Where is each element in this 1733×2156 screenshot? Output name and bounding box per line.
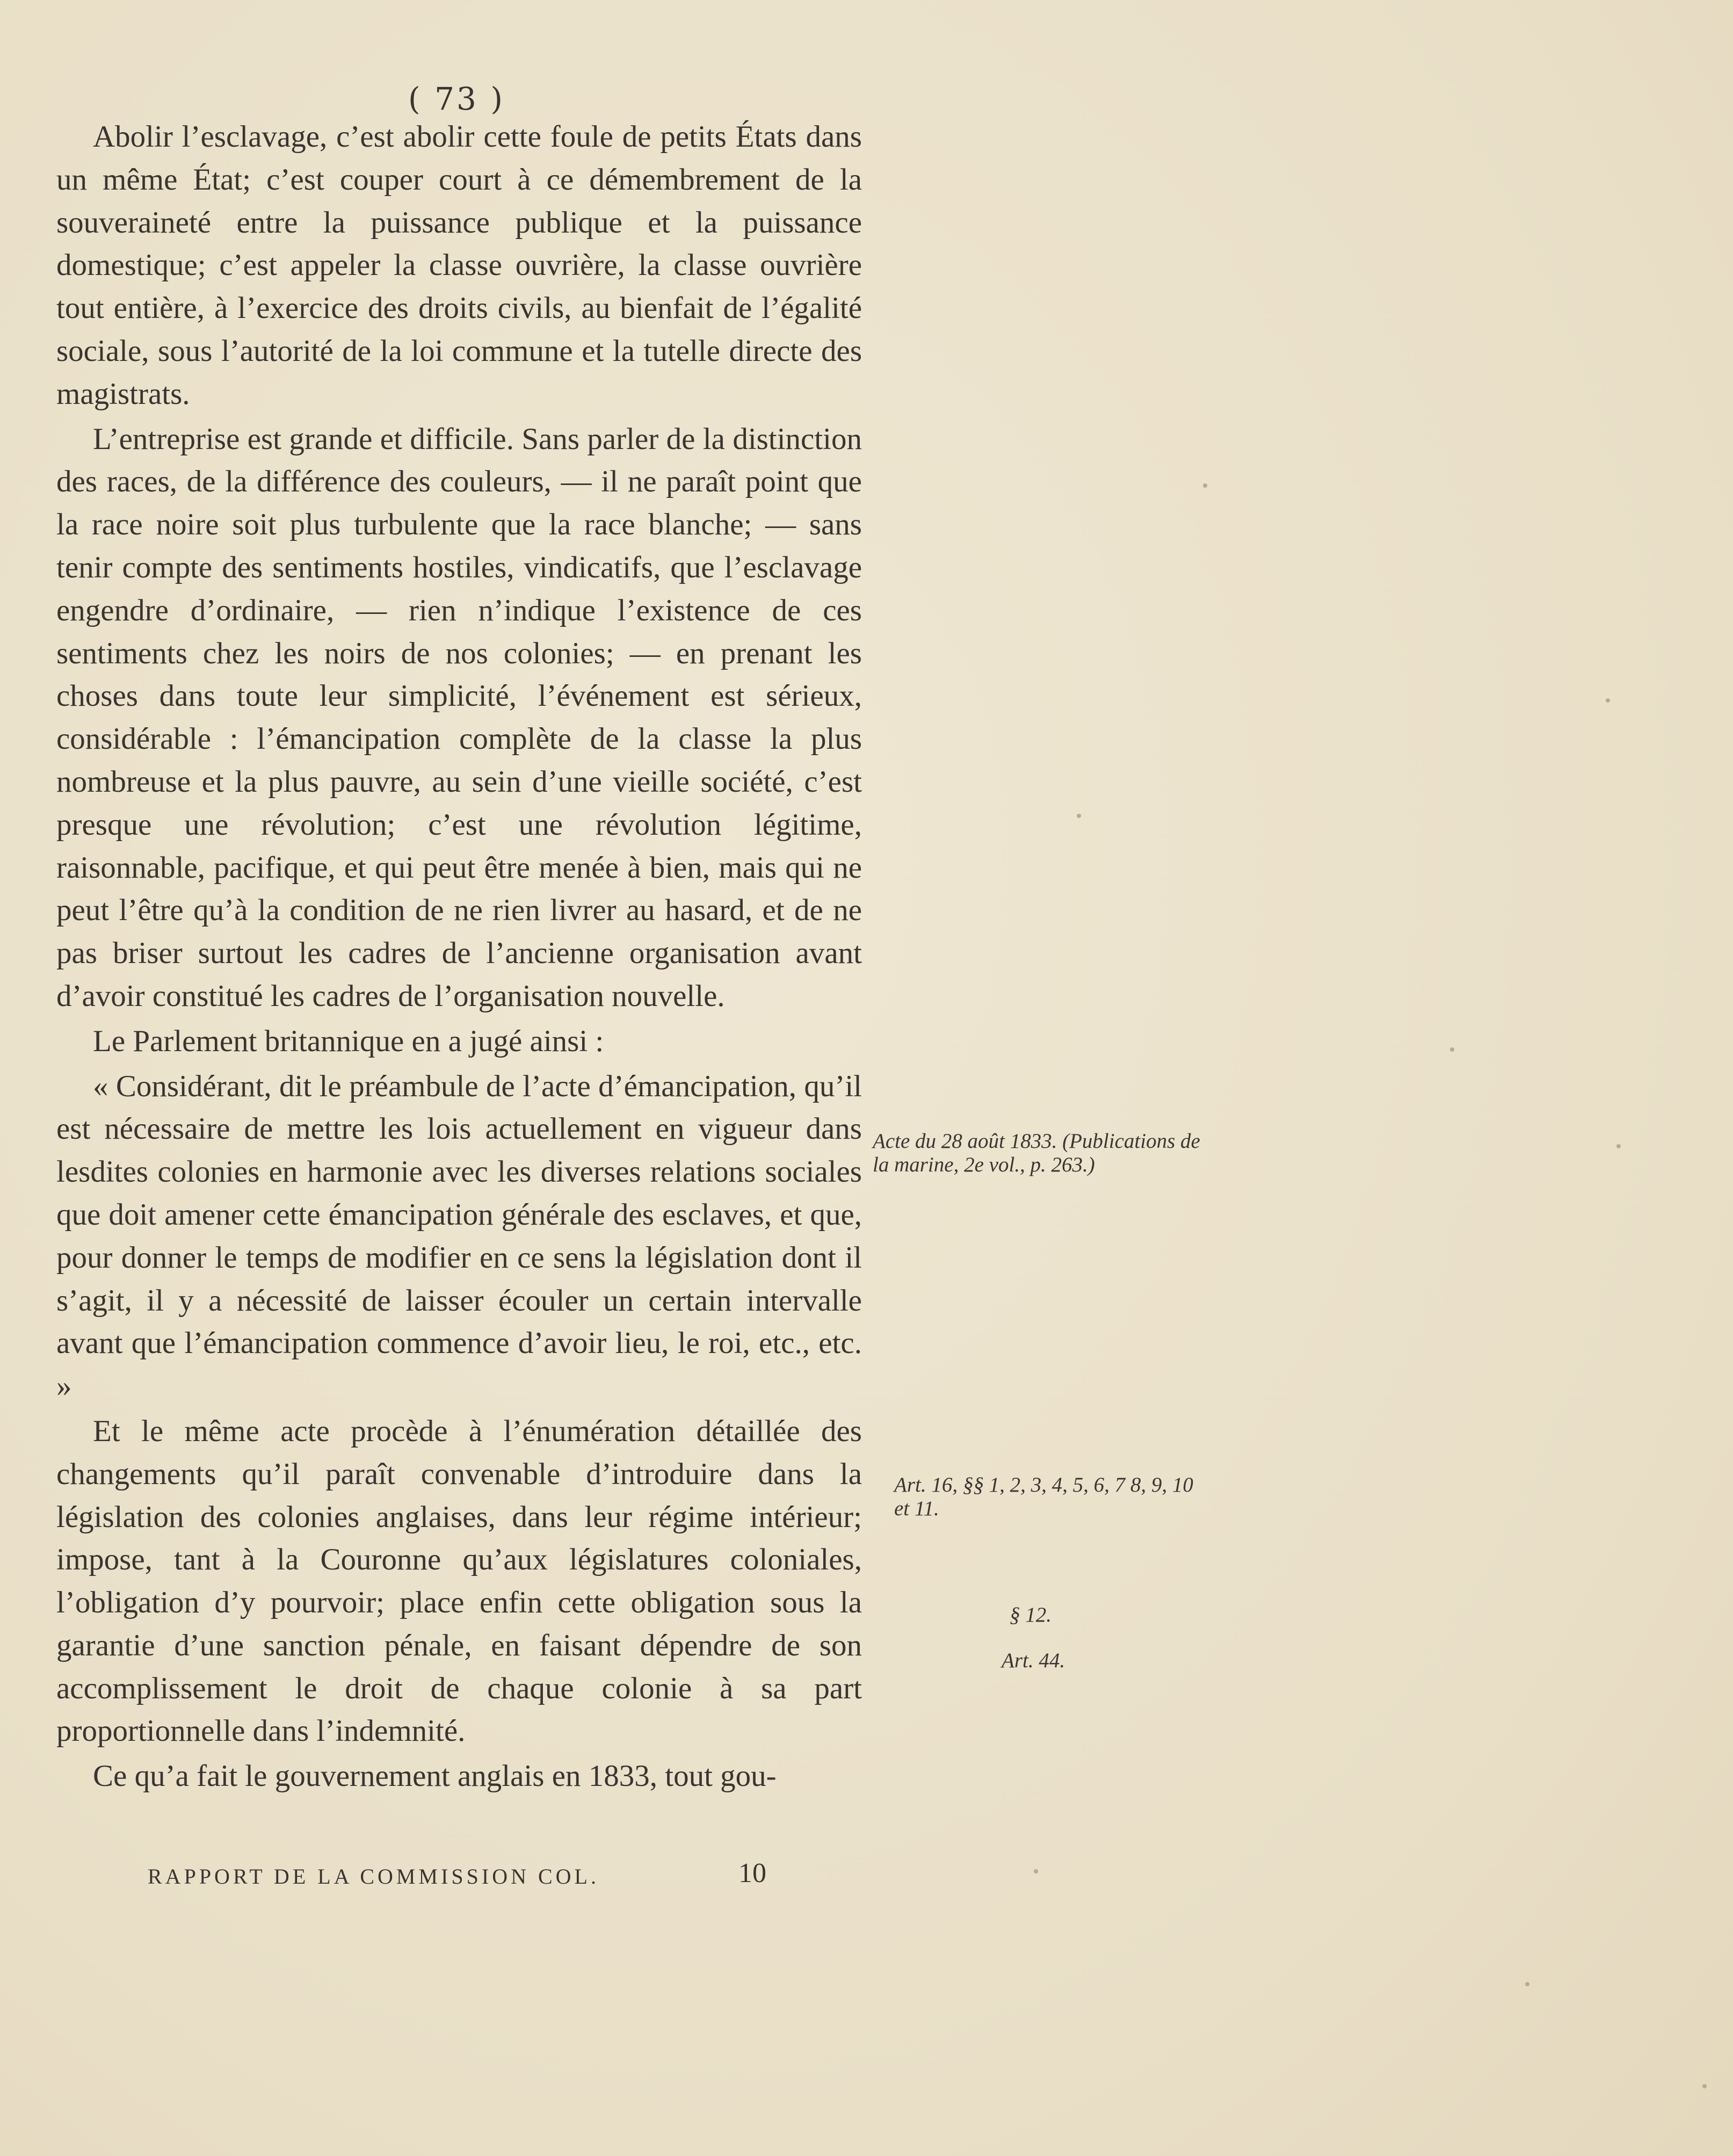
paper-speck: [1702, 2084, 1707, 2088]
margin-note: § 12.: [1010, 1603, 1052, 1626]
body-text: [56, 115, 862, 1798]
paragraph: Et le même acte procède à l’énumération détaillée des changements qu’il paraît convenable d’introduire dans la législation des colonies anglaises, dans leur régime intérieur; impose, tant à la Couronne qu’aux législatures coloniales, l’obligation d’y pourvoir; place enfin cette obligation sous la garantie d’une sanction pénale, en faisant dépendre de son accomplissement le droit de chaque colonie à sa part proportionnelle dans l’indemnité.: [56, 1414, 862, 1748]
page-number: ( 73 ): [408, 81, 505, 117]
paper-speck: [1034, 1869, 1038, 1873]
paragraph: « Considérant, dit le préambule de l’acte d’émancipation, qu’il est nécessaire de mettre les lois actuellement en vigueur dans lesdites colonies en harmonie avec les diverses relations sociales que doit amener cette émancipation générale des esclaves, et que, pour donner le temps de modifier en ce sens la législation dont il s’agit, il y a nécessité de laisser écouler un certain intervalle avant que l’émancipation commence d’avoir lieu, le roi, etc., etc. »: [56, 1069, 862, 1403]
paper-speck: [1203, 483, 1207, 488]
paper-speck: [1616, 1144, 1621, 1148]
paper-speck: [1450, 1047, 1454, 1052]
paper-speck: [1077, 814, 1081, 818]
footer-signature-line: RAPPORT DE LA COMMISSION COL.: [148, 1864, 599, 1889]
margin-note: Art. 16, §§ 1, 2, 3, 4, 5, 6, 7 8, 9, 10 et 11.: [894, 1473, 1193, 1520]
paper-speck: [1606, 698, 1610, 703]
paragraph: Abolir l’esclavage, c’est abolir cette foule de petits États dans un même État; c’est couper court à ce démembrement de la souveraineté entre la puissance publique et la puissance domestique; c’est appeler la classe ouvrière, la classe ouvrière tout entière, à l’exercice des droits civils, au bienfait de l’égalité sociale, sous l’autorité de la loi commune et la tutelle directe des magistrats.: [56, 120, 862, 411]
paper-speck: [1525, 1982, 1529, 1986]
paragraph: Ce qu’a fait le gouvernement anglais en 1833, tout gou-: [93, 1759, 777, 1793]
margin-note: Acte du 28 août 1833. (Publications de la marine, 2e vol., p. 263.): [873, 1130, 1200, 1176]
footer-sheet-number: 10: [738, 1858, 766, 1889]
margin-note: Art. 44.: [1002, 1649, 1065, 1672]
paragraph: Le Parlement britannique en a jugé ainsi :: [93, 1024, 604, 1058]
paragraph: L’entreprise est grande et difficile. Sans parler de la distinction des races, de la différence des couleurs, — il ne paraît point que la race noire soit plus turbulente que la race blanche; — sans tenir compte des sentiments hostiles, vindicatifs, que l’esclavage engendre d’ordinaire, — rien n’indique l’existence de ces sentiments chez les noirs de nos colonies; — en prenant les choses dans toute leur simplicité, l’événement est sérieux, considérable : l’émancipation complète de la classe la plus nombreuse et la plus pauvre, au sein d’une vieille société, c’est presque une révolution; c’est une révolution légitime, raisonnable, pacifique, et qui peut être menée à bien, mais qui ne peut l’être qu’à la condition de ne rien livrer au hasard, et de ne pas briser surtout les cadres de l’ancienne organisation avant d’avoir constitué les cadres de l’organisation nouvelle.: [56, 422, 862, 1013]
